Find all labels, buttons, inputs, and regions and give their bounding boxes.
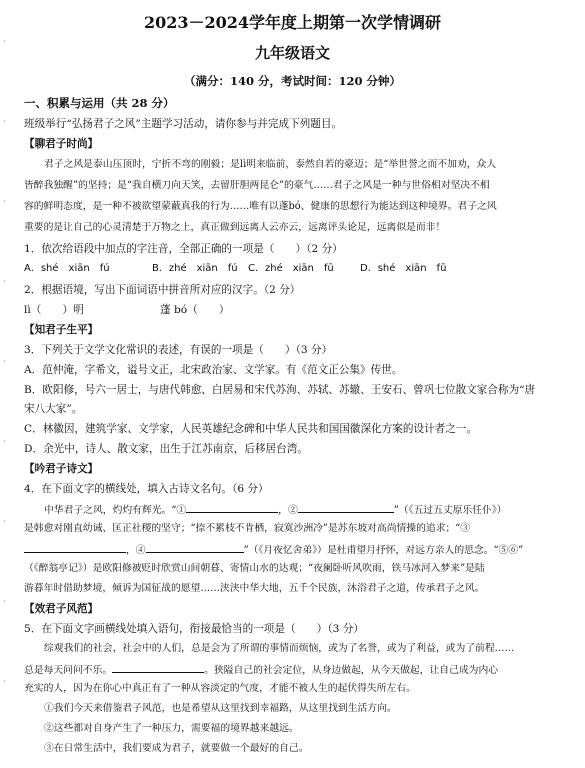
q4-blank-2[interactable] [298, 502, 394, 513]
q5-passage-3: 充实的人，因为在你心中真正有了一种从容淡定的气度，才能不被人生的起伏得失所左右。 [24, 683, 416, 694]
q4-line-1-lead: 中华君子之风，灼灼有辉光。“① [44, 505, 187, 516]
q3-option-a[interactable]: A．范仲淹，字希文，谥号文正，北宋政治家、文学家。有《范文正公集》传世。 [24, 364, 403, 376]
q5-passage-1: 综观我们的社会，社会中的人们，总是会为了所谓的事情而烦恼，或为了名誉，或为了利益，或为了前程…… [44, 643, 515, 654]
section-intro: 班级举行“弘扬君子之风”主题学习活动，请你参与并完成下列题目。 [24, 118, 343, 130]
q2-blank-a[interactable]: lì（ ）明 [24, 304, 84, 316]
binding-margin [2, 0, 8, 768]
question-2: 2．根据语境，写出下面词语中拼音所对应的汉字。（2 分） [24, 284, 301, 296]
exam-meta: （满分：140 分，考试时间：120 分钟） [183, 74, 402, 88]
section-heading: 一、积累与运用（共 28 分） [24, 96, 175, 110]
part-tag-4: 【效君子风范】 [24, 603, 99, 615]
q4-line-1-mid: ，② [278, 505, 298, 516]
question-5: 5．在下面文字画横线处填入语句，衔接最恰当的一项是（ ）（3 分） [24, 623, 364, 635]
q4-blank-4[interactable] [146, 542, 244, 553]
q5-sentence-1: ①我们今天来借鉴君子风范，也是希望从这里找到幸福路，从这里找到生活方向。 [44, 703, 397, 714]
q4-line-1 [44, 502, 584, 518]
q4-blank-1[interactable] [186, 502, 278, 513]
question-1: 1．依次给语段中加点的字注音，全部正确的一项是（ ）（2 分） [24, 243, 343, 255]
q3-option-c[interactable]: C．林徽因，建筑学家、文学家，人民英雄纪念碑和中华人民共和国国徽深化方案的设计者之一。 [24, 423, 478, 435]
q4-line-3-mid: ，④ [126, 545, 146, 556]
q4-line-3 [24, 542, 564, 558]
q3-option-d[interactable]: D．余光中，诗人、散文家，出生于江苏南京，后移居台湾。 [24, 443, 308, 455]
passage-line-1: 君子之风是泰山压顶时，宁折不弯的刚毅；是lì明来临前，泰然自若的豪迈；是“举世誉之而不加劝，众人 [44, 159, 497, 170]
q5-blank[interactable] [112, 662, 204, 673]
subject-title: 九年级语文 [254, 44, 330, 62]
q1-option-d[interactable]: D．shé xiān fū [360, 263, 447, 274]
q4-line-1-source: ”（《五过五丈原乐任仆》） [393, 505, 507, 516]
question-3: 3．下列关于文学文化常识的表述，有误的一项是（ ）（3 分） [24, 344, 333, 356]
exam-title: 2023－2024学年度上期第一次学情调研 [143, 13, 442, 32]
q5-passage-2 [24, 662, 564, 678]
q5-sentence-2: ②这些都对自身产生了一种压力，需要福的境界越来越远。 [44, 723, 299, 734]
q5-sentence-3: ③在日常生活中，我们要成为君子，就要做一个最好的自己。 [44, 743, 309, 754]
q5-passage-2-lead: 总是每天问问不乐。 [24, 665, 113, 676]
part-tag-1: 【聊君子时尚】 [24, 138, 99, 150]
q4-line-4: （《醉翁亭记》）是欧阳修被贬时欣赏山间朝暮、寄情山水的达观；“夜阑卧听风吹雨，铁马冰河入梦来”是陆 [24, 563, 485, 574]
q1-option-a[interactable]: A．shé xiān fú [24, 263, 110, 274]
q4-line-2: 是韩愈对刚直幼诫、匡正社稷的坚守；“捺不累枝不肯栖，寂寞沙洲冷”是苏东坡对高尚情操的追求；“③ [24, 523, 471, 534]
q4-blank-3[interactable] [24, 542, 126, 553]
passage-line-4: 重要的是让自己的心灵清楚于万物之上，真正做到远离人云亦云，远离评头论足，远离似是而非！ [24, 222, 446, 233]
q1-option-b[interactable]: B．zhé xiān fú [152, 263, 238, 274]
passage-line-2: 皆醉我独醒”的坚持；是“我自横刀向天笑，去留肝胆两昆仑”的豪气……君子之风是一种与世俗相对坚决不相 [24, 180, 490, 191]
part-tag-3: 【吟君子诗文】 [24, 463, 99, 475]
part-tag-2: 【知君子生平】 [24, 324, 99, 336]
q3-option-b-cont: 宋八大家”。 [24, 403, 83, 415]
q3-option-b[interactable]: B．欧阳修，号六一居士，与唐代韩愈、白居易和宋代苏洵、苏轼、苏辙、王安石、曾巩七位散文家合称为“唐 [24, 384, 536, 396]
q4-line-5: 游暮年时借助梦境，倾诉为国征战的愿望……浃浃中华大地，五千个民族，沐浴君子之道，传承君子之风。 [24, 583, 485, 594]
q2-blank-b[interactable]: 蓬 bó（ ） [160, 304, 230, 316]
q4-line-3-tail: ”（《月夜忆舍弟》）是杜甫望月抒怀，对远方亲人的思念。“⑤⑥” [243, 545, 524, 556]
passage-line-3: 容的鲜明态度，是一种不被欲望蒙蔽真我的行为……唯有以蓬bó、健康的思想行为能达到这种境界。君子之风 [24, 201, 497, 212]
q5-passage-2-tail: 。狭隘自己的社会定位，从身边做起，从今天做起，让自己成为内心 [204, 665, 499, 676]
q1-option-c[interactable]: C．zhé xiān fū [248, 263, 334, 274]
question-4: 4．在下面文字的横线处，填入古诗文名句。（6 分） [24, 483, 269, 495]
